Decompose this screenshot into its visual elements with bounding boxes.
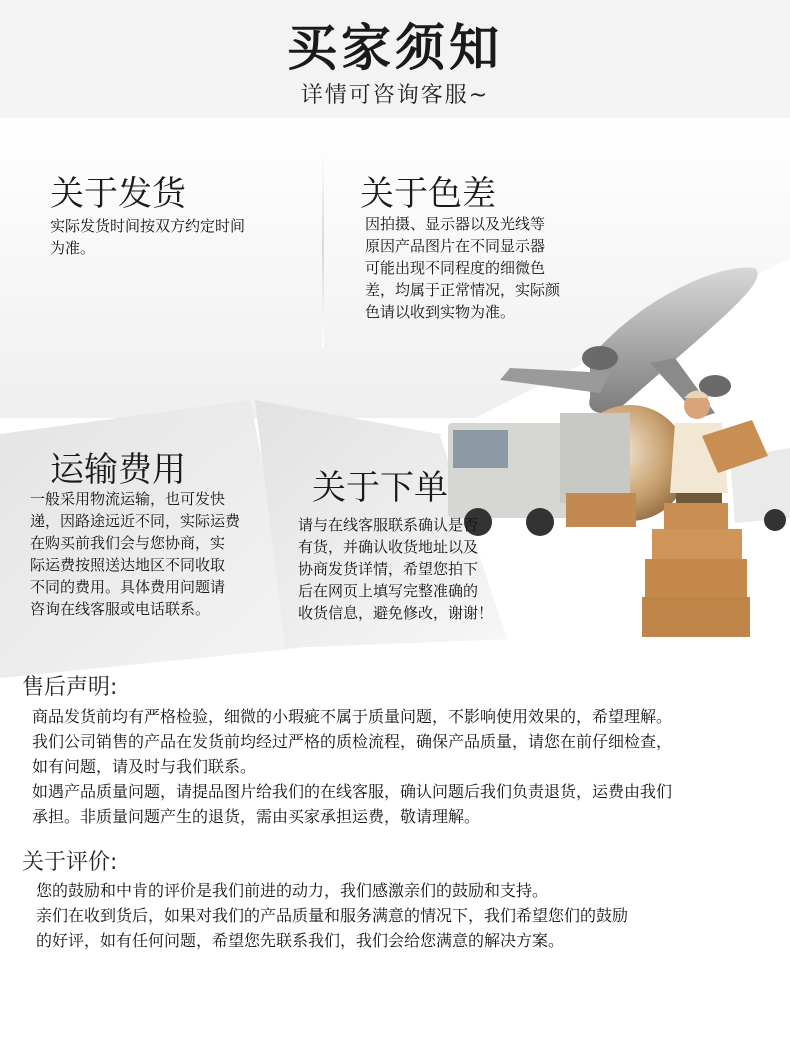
color-line: 可能出现不同程度的细微色	[365, 259, 546, 277]
after-sales-heading: 售后声明:	[22, 675, 118, 700]
after-sales-line: 如有问题，请及时与我们联系。	[32, 757, 257, 776]
color-body	[365, 213, 560, 323]
page-title: 买家须知	[287, 19, 503, 77]
freight-line: 递，因路途远近不同，实际运费	[30, 512, 241, 530]
freight-line: 不同的费用。具体费用问题请	[30, 578, 226, 596]
order-line: 后在网页上填写完整准确的	[298, 582, 479, 600]
order-line: 收货信息，避免修改，谢谢！	[298, 604, 494, 622]
order-line: 请与在线客服联系确认是否	[298, 516, 479, 534]
order-title: 关于下单	[312, 468, 448, 508]
after-sales-line: 我们公司销售的产品在发货前均经过严格的质检流程，确保产品质量，请您在前仔细检查，	[32, 732, 673, 751]
reviews-line: 您的鼓励和中肯的评价是我们前进的动力，我们感激亲们的鼓励和支持。	[36, 881, 549, 900]
shipping-line: 为准。	[50, 239, 96, 257]
color-line: 因拍摄、显示器以及光线等	[365, 215, 546, 233]
reviews-heading: 关于评价:	[22, 850, 118, 875]
page-subtitle: 详情可咨询客服~	[300, 83, 490, 108]
color-line: 差，均属于正常情况，实际颜	[365, 281, 561, 299]
freight-line: 在购买前我们会与您协商，实	[30, 534, 226, 552]
reviews-line: 的好评，如有任何问题，希望您先联系我们，我们会给您满意的解决方案。	[36, 931, 565, 950]
freight-line: 一般采用物流运输，也可发快	[30, 490, 226, 508]
order-line: 有货，并确认收货地址以及	[298, 538, 479, 556]
shipping-body	[50, 215, 245, 259]
freight-line: 咨询在线客服或电话联系。	[30, 600, 211, 618]
freight-line: 际运费按照送达地区不同收取	[30, 556, 226, 574]
shipping-title: 关于发货	[50, 174, 186, 214]
after-sales-line: 承担。非质量问题产生的退货，需由买家承担运费，敬请理解。	[32, 807, 481, 826]
after-sales-line: 如遇产品质量问题，请提品图片给我们的在线客服，确认问题后我们负责退货，运费由我们	[32, 782, 673, 801]
color-title: 关于色差	[360, 174, 496, 214]
order-line: 协商发货详情，希望您拍下	[298, 560, 479, 578]
color-line: 色请以收到实物为准。	[365, 303, 516, 321]
after-sales-body	[32, 704, 672, 829]
column-divider	[322, 148, 324, 348]
freight-title: 运输费用	[50, 450, 186, 490]
reviews-body	[36, 878, 628, 953]
after-sales-line: 商品发货前均有严格检验，细微的小瑕疵不属于质量问题，不影响使用效果的，希望理解。	[32, 707, 673, 726]
shipping-line: 实际发货时间按双方约定时间	[50, 217, 246, 235]
reviews-line: 亲们在收到货后，如果对我们的产品质量和服务满意的情况下，我们希望您们的鼓励	[36, 906, 629, 925]
freight-body	[30, 488, 240, 620]
color-line: 原因产品图片在不同显示器	[365, 237, 546, 255]
order-body	[298, 514, 493, 624]
